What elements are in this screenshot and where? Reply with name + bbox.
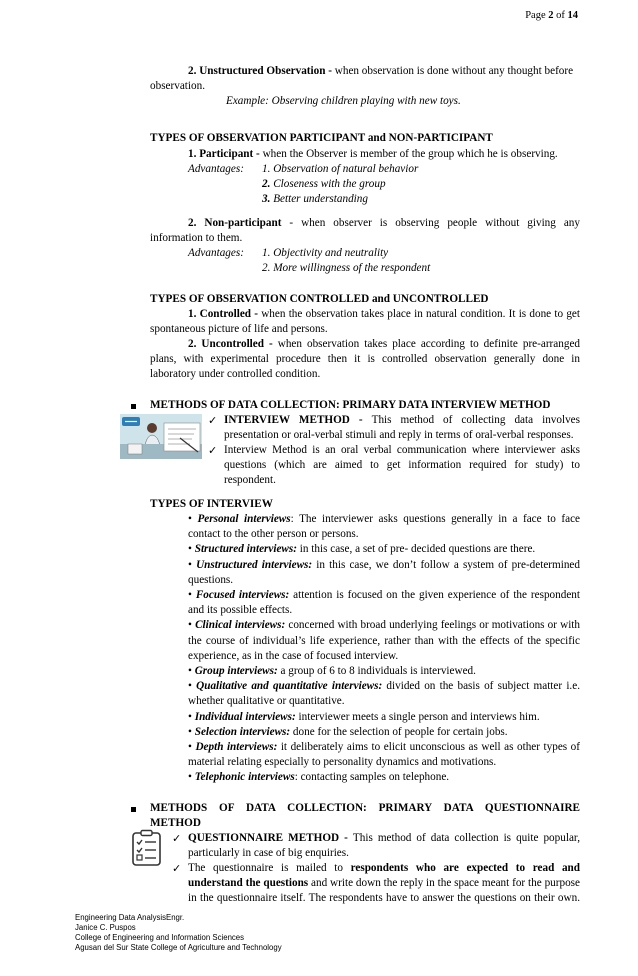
page-number: Page 2 of 14 bbox=[525, 10, 578, 21]
square-bullet-icon bbox=[131, 404, 136, 409]
interview-check1-line1: INTERVIEW METHOD - This method of collecting data involves bbox=[224, 414, 581, 426]
questionnaire-check2-line1: The questionnaire is mailed to respondents who are expected to read and bbox=[188, 862, 580, 874]
interview-type-item bbox=[188, 542, 580, 557]
check-icon: ✓ bbox=[208, 414, 218, 427]
interview-type-line: material relating especially to personality dynamics and motivations. bbox=[188, 756, 497, 769]
footer-line2: Janice C. Puspos bbox=[75, 923, 136, 932]
interview-type-item bbox=[188, 710, 580, 725]
interview-type-line: contact to the other person or persons. bbox=[188, 528, 359, 541]
uncontrolled-line3: laboratory under controlled condition. bbox=[150, 368, 321, 380]
interview-type-item bbox=[188, 740, 580, 770]
participant-item: 1. Participant - when the Observer is member of the group which he is observing. bbox=[188, 148, 558, 160]
interview-check1-line2: presentation or oral-verbal stimuli and reply in terms of oral-verbal responses. bbox=[224, 429, 574, 441]
interview-check2-line1: Interview Method is an oral verbal communication where interviewer asks bbox=[224, 444, 580, 456]
interview-type-line: • Personal interviews: The interviewer asks questions generally in a face to face bbox=[188, 513, 580, 525]
interview-types-list bbox=[188, 512, 580, 786]
interview-type-line: whether qualitative or quantitative. bbox=[188, 695, 345, 708]
questionnaire-check2-line2: understand the questions and write down the reply in the space meant for the purpose bbox=[188, 877, 580, 889]
interview-type-item bbox=[188, 558, 580, 588]
controlled-line1: 1. Controlled - when the observation takes place in natural condition. It is done to get bbox=[188, 308, 580, 320]
interview-type-item bbox=[188, 618, 580, 664]
controlled-heading: TYPES OF OBSERVATION CONTROLLED and UNCONTROLLED bbox=[150, 293, 489, 305]
interview-check2-line2: questions (which are aimed to get information required for study) to bbox=[224, 459, 580, 471]
nonparticipant-line1: 2. Non-participant - when observer is observing people without giving any bbox=[188, 217, 580, 229]
advantage-2: 2. Closeness with the group bbox=[262, 178, 386, 190]
interview-type-line: • Unstructured interviews: in this case, we don’t follow a system of pre-determined bbox=[188, 558, 580, 571]
advantages-label: Advantages: bbox=[188, 163, 244, 175]
check-icon: ✓ bbox=[172, 832, 182, 845]
questionnaire-check1-line2: particularly in case of big enquiries. bbox=[188, 847, 349, 859]
square-bullet-icon bbox=[131, 807, 136, 812]
interview-type-item bbox=[188, 770, 580, 785]
uncontrolled-line1: 2. Uncontrolled - when observation takes place according to definite pre-arranged bbox=[188, 338, 580, 350]
controlled-line2: spontaneous picture of life and persons. bbox=[150, 323, 328, 335]
interview-type-line: the course of individual’s life experience, rather than with the effects of the specific bbox=[188, 634, 580, 647]
interview-type-line: • Structured interviews: in this case, a set of pre- decided questions are there. bbox=[188, 543, 536, 556]
unstructured-line1: 2. Unstructured Observation - when observation is done without any thought before bbox=[188, 65, 574, 77]
uncontrolled-line2: plans, with experimental procedure then it is controlled observation generally done in bbox=[150, 353, 580, 365]
footer-line1: Engineering Data AnalysisEngr. bbox=[75, 913, 185, 922]
questionnaire-heading-1: METHODS OF DATA COLLECTION: PRIMARY DATA QUESTIONNAIRE bbox=[150, 802, 580, 814]
interview-type-item bbox=[188, 725, 580, 740]
questionnaire-check2-line3: in the questionnaire itself. The respondents have to answer the questions on their own. bbox=[188, 892, 580, 904]
footer-line4: Agusan del Sur State College of Agriculture and Technology bbox=[75, 943, 282, 952]
unstructured-example: Example: Observing children playing with new toys. bbox=[226, 95, 461, 107]
interview-type-line: • Clinical interviews: concerned with broad underlying feelings or motivations or with bbox=[188, 619, 580, 632]
participant-heading: TYPES OF OBSERVATION PARTICIPANT and NON-PARTICIPANT bbox=[150, 132, 493, 144]
questionnaire-heading-2: METHOD bbox=[150, 817, 201, 829]
interview-type-line: • Group interviews: a group of 6 to 8 individuals is interviewed. bbox=[188, 665, 476, 678]
interview-type-line: and its possible effects. bbox=[188, 604, 293, 617]
interview-type-item bbox=[188, 679, 580, 709]
interview-heading: METHODS OF DATA COLLECTION: PRIMARY DATA INTERVIEW METHOD bbox=[150, 399, 551, 411]
footer-line3: College of Engineering and Information Sciences bbox=[75, 933, 245, 942]
interview-type-line: • Focused interviews: attention is focused on the given experience of the respondent bbox=[188, 589, 580, 602]
interview-check2-line3: respondent. bbox=[224, 474, 276, 486]
advantages-label-2: Advantages: bbox=[188, 247, 244, 259]
check-icon: ✓ bbox=[208, 444, 218, 457]
interview-type-line: experience, as in the case of focused interview. bbox=[188, 649, 399, 662]
interview-type-line: • Telephonic interviews: contacting samples on telephone. bbox=[188, 771, 450, 784]
interview-type-line: questions. bbox=[188, 573, 234, 586]
interview-type-item bbox=[188, 588, 580, 618]
advantage-1: 1. Observation of natural behavior bbox=[262, 163, 419, 175]
footer bbox=[75, 913, 282, 953]
interview-type-line: • Qualitative and quantitative interviews: divided on the basis of subject matter i.e. bbox=[188, 680, 580, 693]
checklist-icon bbox=[128, 829, 166, 867]
nonparticipant-line2: information to them. bbox=[150, 232, 243, 244]
types-interview-heading: TYPES OF INTERVIEW bbox=[150, 498, 273, 510]
interview-type-line: • Depth interviews: it deliberately aims to elicit unconscious as well as other types of bbox=[188, 741, 580, 754]
interview-type-item bbox=[188, 664, 580, 679]
interview-type-item bbox=[188, 512, 580, 542]
advantage-b1: 1. Objectivity and neutrality bbox=[262, 247, 389, 259]
unstructured-line2: observation. bbox=[150, 80, 205, 92]
interview-type-line: • Individual interviews: interviewer meets a single person and interviews him. bbox=[188, 710, 540, 723]
interview-illustration bbox=[120, 414, 202, 459]
check-icon: ✓ bbox=[172, 862, 182, 875]
advantage-3: 3. Better understanding bbox=[262, 193, 368, 205]
questionnaire-check1-line1: QUESTIONNAIRE METHOD - This method of data collection is quite popular, bbox=[188, 832, 580, 844]
advantage-b2: 2. More willingness of the respondent bbox=[262, 262, 431, 274]
interview-type-line: • Selection interviews: done for the selection of people for certain jobs. bbox=[188, 725, 508, 738]
